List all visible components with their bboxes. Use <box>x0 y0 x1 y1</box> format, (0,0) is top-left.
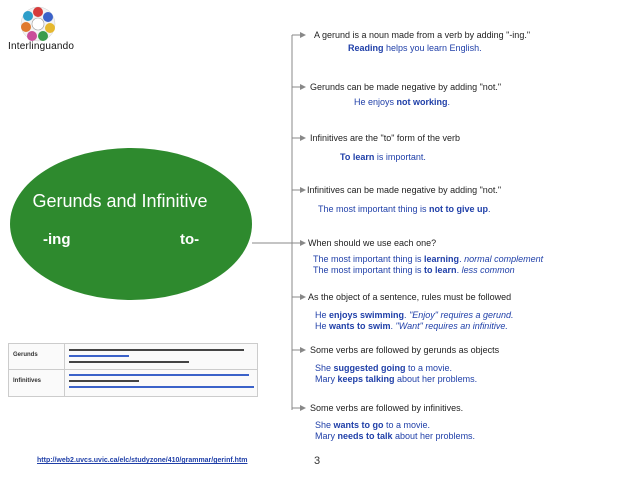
example-segment: . <box>447 97 451 107</box>
example-segment: wants to go <box>333 420 384 430</box>
example-segment: He enjoys <box>354 97 397 107</box>
branch-arrowhead-icon <box>300 135 306 141</box>
example-line <box>315 374 477 385</box>
example-segment: learning <box>424 254 460 264</box>
example-segment: The most important thing is <box>313 254 425 264</box>
example-infinitive-verbs <box>315 420 475 442</box>
branch-object-rules: As the object of a sentence, rules must be followed <box>308 292 512 302</box>
branch-arrowhead-icon <box>300 240 306 246</box>
example-segment: normal complement <box>464 254 544 264</box>
example-segment: Mary <box>315 374 338 384</box>
example-segment: keeps talking <box>337 374 395 384</box>
example-segment: . <box>459 254 465 264</box>
reference-table <box>8 343 258 397</box>
table-text-line <box>69 374 249 376</box>
example-segment: Reading <box>348 43 384 53</box>
table-row-head: Infinitives <box>13 378 42 384</box>
example-segment: The most important thing is <box>313 265 425 275</box>
example-segment: is important. <box>374 152 426 162</box>
branch-arrowhead-icon <box>300 294 306 300</box>
infinitive-label: to- <box>180 231 200 248</box>
table-text-line <box>69 361 189 363</box>
example-segment: "Enjoy" requires a gerund. <box>409 310 514 320</box>
logo-wordmark: Interlinguando <box>8 41 75 52</box>
example-segment: To learn <box>340 152 375 162</box>
example-segment: suggested going <box>333 363 406 373</box>
example-segment: . <box>404 310 410 320</box>
source-link[interactable]: http://web2.uvcs.uvic.ca/elc/studyzone/410/grammar/gerinf.htm <box>37 457 248 464</box>
branch-arrowhead-icon <box>300 32 306 38</box>
example-line <box>318 204 491 215</box>
branch-gerund-verbs: Some verbs are followed by gerunds as objects <box>310 345 500 355</box>
example-segment: less common <box>461 265 515 275</box>
table-row-head: Gerunds <box>13 352 38 358</box>
example-segment: about her problems. <box>394 374 478 384</box>
example-line <box>340 152 426 163</box>
branch-infinitive-verbs: Some verbs are followed by infinitives. <box>310 403 464 413</box>
example-segment: about her problems. <box>392 431 476 441</box>
branch-gerund-definition: A gerund is a noun made from a verb by adding "-ing." <box>314 30 531 40</box>
example-line <box>315 321 514 332</box>
branch-infinitive-negative: Infinitives can be made negative by adding "not." <box>307 185 502 195</box>
example-segment: . <box>456 265 462 275</box>
table-text-line <box>69 380 139 382</box>
example-segment: He <box>315 321 330 331</box>
example-infinitive-negative <box>318 204 491 215</box>
example-infinitive-definition <box>340 152 426 163</box>
table-text-line <box>69 386 254 388</box>
table-row <box>9 344 257 370</box>
center-ellipse <box>10 148 252 300</box>
example-segment: The most important thing is <box>318 204 430 214</box>
example-line <box>315 363 477 374</box>
example-line <box>315 431 475 442</box>
example-segment: He <box>315 310 330 320</box>
branch-arrowhead-icon <box>300 187 306 193</box>
example-segment: "Want" requires an infinitive. <box>395 321 508 331</box>
example-segment: She <box>315 420 334 430</box>
example-line <box>348 43 482 54</box>
example-segment: not working <box>396 97 448 107</box>
center-title: Gerunds and Infinitive <box>32 191 208 211</box>
example-line <box>313 254 543 265</box>
example-segment: wants to swim <box>329 321 391 331</box>
table-text-line <box>69 349 244 351</box>
example-segment: enjoys swimming <box>329 310 405 320</box>
branch-gerund-negative: Gerunds can be made negative by adding "not." <box>310 82 502 92</box>
table-text-line <box>69 355 129 357</box>
example-segment: to a movie. <box>383 420 431 430</box>
example-segment: needs to talk <box>337 431 393 441</box>
example-gerund-verbs <box>315 363 477 385</box>
gerund-label: -ing <box>43 231 71 248</box>
example-line <box>354 97 450 108</box>
branch-arrowhead-icon <box>300 347 306 353</box>
example-object-rules <box>315 310 514 332</box>
example-segment: helps you learn English. <box>383 43 482 53</box>
example-line <box>315 420 475 431</box>
example-segment: to learn <box>424 265 457 275</box>
example-segment: not to give up <box>429 204 489 214</box>
example-line <box>313 265 543 276</box>
example-segment: . <box>488 204 491 214</box>
example-segment: to a movie. <box>405 363 453 373</box>
branch-arrowhead-icon <box>300 84 306 90</box>
example-when-to-use <box>313 254 543 276</box>
example-segment: . <box>390 321 396 331</box>
table-row <box>9 370 257 395</box>
branch-infinitive-definition: Infinitives are the "to" form of the verb <box>310 133 460 143</box>
example-gerund-definition <box>348 43 482 54</box>
page-number: 3 <box>314 455 321 467</box>
example-gerund-negative <box>354 97 450 108</box>
branch-arrowhead-icon <box>300 405 306 411</box>
example-line <box>315 310 514 321</box>
example-segment: Mary <box>315 431 338 441</box>
branch-when-to-use: When should we use each one? <box>308 238 437 248</box>
example-segment: She <box>315 363 334 373</box>
